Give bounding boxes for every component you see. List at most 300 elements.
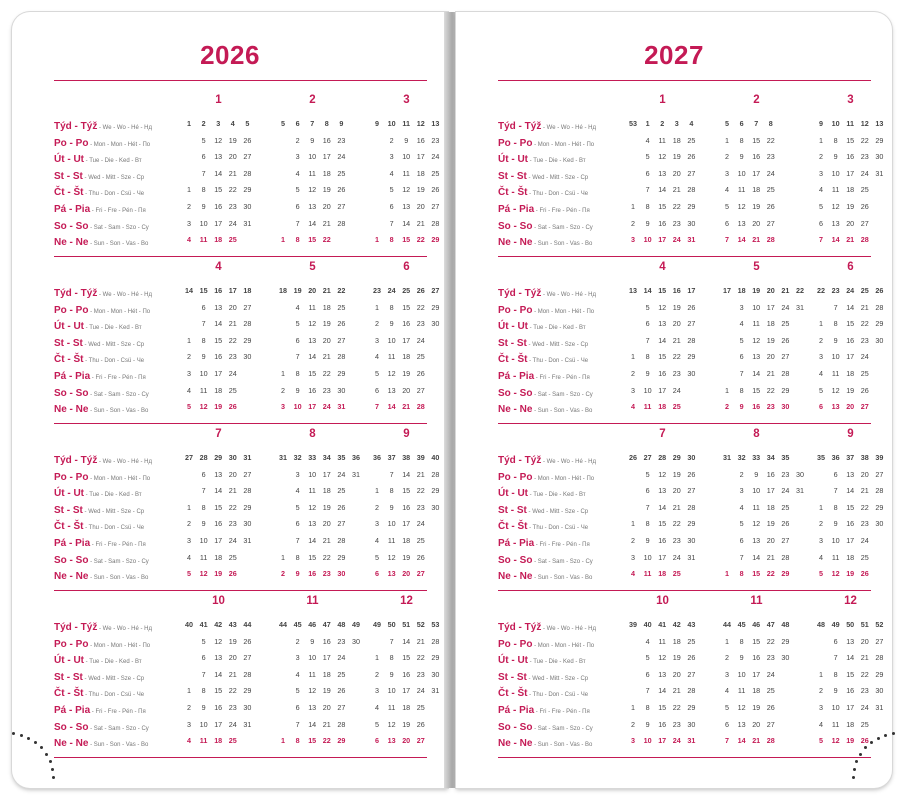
day-cell: 30: [337, 385, 346, 395]
day-cell: 18: [846, 552, 855, 562]
day-cell: 12: [831, 385, 840, 395]
day-cell: 27: [337, 335, 346, 345]
day-cell: 26: [243, 135, 252, 145]
day-cell: 16: [402, 669, 411, 679]
day-cell: 26: [629, 453, 637, 462]
weekday-label: [498, 700, 590, 718]
binding-dot: [49, 760, 52, 763]
day-cell: 14: [737, 235, 746, 245]
weekday-translations: - Fri - Fre - Pén - Пя: [534, 542, 590, 548]
month-number: 3: [403, 94, 410, 106]
day-cell: 2: [375, 502, 379, 512]
day-cell: 19: [846, 385, 855, 395]
day-cell: 27: [781, 352, 790, 362]
day-cell: 2: [739, 469, 744, 479]
day-cell: 25: [416, 352, 425, 362]
day-cell: 21: [228, 486, 237, 496]
day-cell: 17: [752, 669, 761, 679]
day-cell: 25: [687, 135, 696, 145]
day-cell: 28: [431, 636, 440, 646]
weekday-label: [498, 516, 588, 534]
day-cell: 34: [322, 453, 331, 462]
weekday-label: [54, 717, 149, 735]
day-cell: 11: [831, 552, 840, 562]
day-cell: 24: [672, 235, 681, 245]
day-cell: 26: [687, 653, 696, 663]
day-cell: 23: [860, 686, 869, 696]
day-cell: 29: [431, 302, 440, 312]
weekday-translations: - Tue - Die - Ked - Вт: [528, 158, 586, 165]
weekday-label: [54, 349, 144, 367]
weekday-translations: - Tue - Die - Ked - Вт: [84, 492, 142, 499]
day-cell: 17: [322, 152, 331, 162]
day-cell: 6: [725, 218, 729, 228]
day-cell: 3: [295, 152, 300, 162]
day-cell: 7: [295, 352, 300, 362]
day-cell: 53: [629, 119, 637, 128]
month-number: 5: [753, 261, 760, 273]
day-cell: 35: [781, 453, 790, 462]
day-cell: 18: [846, 185, 855, 195]
day-cell: 8: [295, 736, 300, 746]
day-cell: 25: [687, 636, 696, 646]
day-cell: 30: [687, 369, 696, 378]
weekday-short: St - St: [54, 170, 83, 182]
day-cell: 16: [658, 369, 667, 378]
binding-dots-right: [840, 732, 900, 792]
day-cell: 5: [739, 335, 744, 345]
day-cell: 5: [819, 202, 823, 211]
weekday-translations: - We - Wo - Hé - Нд: [541, 292, 596, 298]
weekday-label: [54, 533, 146, 551]
weekday-short: St - St: [54, 671, 83, 683]
day-cell: 10: [308, 469, 317, 479]
day-cell: 24: [416, 686, 425, 696]
day-cell: 1: [631, 352, 635, 362]
day-cell: 29: [672, 453, 681, 462]
day-cell: 20: [308, 286, 317, 295]
weekday-label: [54, 366, 146, 384]
weekday-translations: - Thu - Don - Csü - Че: [83, 525, 145, 532]
day-cell: 10: [308, 653, 317, 663]
day-cell: 6: [833, 636, 838, 646]
day-cell: 21: [766, 369, 775, 378]
day-cell: 31: [431, 686, 440, 696]
day-cell: 3: [295, 469, 300, 479]
weekday-translations: - Sat - Sam - Szo - Су: [88, 224, 149, 231]
weekday-label: [54, 700, 146, 718]
day-cell: 20: [322, 202, 331, 211]
day-cell: 3: [725, 669, 729, 679]
weekday-short: So - So: [54, 721, 89, 733]
day-cell: 8: [295, 235, 300, 245]
day-cell: 1: [819, 502, 823, 512]
day-cell: 15: [752, 636, 761, 646]
month-number: 1: [215, 94, 222, 106]
day-cell: 2: [725, 152, 729, 162]
quarter-block: [498, 595, 884, 755]
day-cell: 19: [228, 135, 237, 145]
day-cell: 12: [658, 469, 667, 479]
day-cell: 7: [201, 168, 206, 178]
day-cell: 15: [752, 135, 761, 145]
day-cell: 11: [402, 168, 410, 178]
day-cell: 18: [752, 185, 761, 195]
day-cell: 12: [860, 119, 869, 128]
day-cell: 25: [337, 486, 346, 496]
day-cell: 10: [831, 168, 840, 178]
day-cell: 30: [431, 502, 440, 512]
day-cell: 11: [752, 502, 760, 512]
day-cell: 3: [819, 703, 823, 712]
day-cell: 17: [846, 536, 855, 545]
day-cell: 8: [389, 486, 394, 496]
day-cell: 18: [402, 703, 411, 712]
day-cell: 31: [796, 302, 804, 312]
day-cell: 10: [293, 402, 302, 412]
day-cell: 29: [431, 486, 440, 496]
day-cell: 20: [402, 569, 411, 579]
day-cell: 49: [352, 620, 360, 629]
day-cell: 14: [214, 486, 223, 496]
day-cell: 14: [402, 636, 411, 646]
day-cell: 2: [187, 519, 191, 529]
day-cell: 10: [752, 302, 761, 312]
day-cell: 18: [766, 502, 775, 512]
quarter-rule: [498, 590, 871, 591]
day-cell: 15: [214, 686, 223, 696]
day-cell: 20: [766, 352, 775, 362]
day-cell: 8: [389, 302, 394, 312]
day-cell: 10: [643, 552, 652, 562]
day-cell: 19: [402, 369, 411, 378]
weekday-short: So - So: [54, 554, 89, 566]
day-cell: 30: [352, 636, 360, 646]
day-cell: 26: [243, 636, 252, 646]
day-cell: 28: [416, 402, 425, 412]
day-cell: 13: [831, 402, 840, 412]
day-cell: 22: [672, 352, 681, 362]
month-number: 7: [659, 428, 666, 440]
day-cell: 7: [754, 119, 759, 128]
day-cell: 28: [337, 218, 346, 228]
day-cell: 39: [875, 453, 884, 462]
day-cell: 26: [781, 335, 790, 345]
day-cell: 29: [781, 569, 790, 579]
day-cell: 40: [431, 453, 440, 462]
weekday-short: Čt - Št: [54, 187, 84, 199]
day-cell: 1: [187, 335, 191, 345]
day-cell: 5: [819, 569, 823, 579]
day-cell: 21: [416, 636, 425, 646]
day-cell: 21: [860, 486, 869, 496]
day-cell: 7: [833, 653, 838, 663]
day-cell: 2: [187, 703, 191, 712]
year-rule: [498, 80, 871, 81]
weekday-label: [498, 550, 593, 568]
day-cell: 7: [375, 402, 379, 412]
weekday-translations: - Thu - Don - Csü - Че: [527, 692, 589, 699]
day-cell: 20: [228, 152, 237, 162]
day-cell: 17: [416, 152, 425, 162]
day-cell: 21: [781, 286, 790, 295]
day-cell: 12: [737, 202, 746, 211]
day-cell: 14: [846, 302, 855, 312]
day-cell: 17: [658, 552, 667, 562]
day-cell: 22: [766, 569, 775, 579]
day-cell: 21: [752, 736, 761, 746]
weekday-translations: - Mon - Mon - Hét - По: [532, 308, 595, 315]
day-cell: 1: [725, 135, 729, 145]
day-cell: 2: [819, 335, 823, 345]
day-cell: 18: [846, 719, 855, 729]
day-cell: 4: [187, 736, 191, 746]
day-cell: 8: [833, 669, 838, 679]
day-cell: 7: [201, 319, 206, 329]
weekday-short: Ne - Ne: [54, 237, 89, 249]
day-cell: 28: [875, 486, 884, 496]
day-cell: 15: [402, 653, 411, 663]
weekday-short: Po - Po: [498, 137, 533, 149]
weekday-translations: - Wed - Mitt - Sze - Ср: [82, 675, 145, 682]
day-cell: 7: [201, 486, 206, 496]
day-cell: 11: [199, 736, 208, 746]
day-cell: 14: [752, 369, 761, 378]
day-cell: 26: [337, 319, 346, 329]
day-cell: 16: [846, 686, 855, 696]
day-cell: 14: [308, 352, 317, 362]
day-cell: 23: [228, 202, 237, 211]
day-cell: 6: [375, 569, 379, 579]
day-cell: 22: [416, 302, 425, 312]
weekday-short: Ne - Ne: [54, 738, 89, 750]
day-cell: 27: [337, 519, 346, 529]
day-cell: 3: [389, 152, 394, 162]
day-cell: 44: [279, 620, 287, 629]
day-cell: 30: [796, 469, 804, 479]
weekday-short: Čt - Št: [498, 688, 528, 700]
day-cell: 3: [375, 686, 379, 696]
year-rule: [54, 80, 427, 81]
day-cell: 24: [781, 486, 790, 496]
weekday-label: [498, 399, 592, 417]
day-cell: 23: [416, 319, 425, 329]
day-cell: 29: [431, 235, 440, 245]
weekday-label: [498, 182, 588, 200]
weekday-label: [54, 166, 144, 184]
day-cell: 22: [817, 286, 825, 295]
day-cell: 24: [860, 168, 869, 178]
month-number: 4: [659, 261, 666, 273]
weekday-label: [498, 283, 596, 301]
day-cell: 31: [243, 719, 252, 729]
weekday-translations: - Thu - Don - Csü - Че: [83, 358, 145, 365]
day-cell: 12: [199, 402, 208, 412]
day-cell: 20: [752, 218, 761, 228]
day-cell: 12: [752, 335, 761, 345]
day-cell: 13: [387, 385, 396, 395]
day-cell: 9: [645, 369, 650, 378]
weekday-translations: - Sun - Son - Vas - Во: [88, 742, 149, 749]
day-cell: 8: [295, 369, 300, 378]
day-cell: 24: [846, 286, 855, 295]
day-cell: 26: [337, 502, 346, 512]
day-cell: 17: [658, 385, 667, 395]
day-cell: 40: [185, 620, 193, 629]
weekday-short: Týd - Týž: [54, 455, 98, 466]
day-cell: 11: [308, 168, 316, 178]
month-number: 7: [215, 428, 222, 440]
day-cell: 7: [739, 552, 744, 562]
day-cell: 6: [295, 519, 300, 529]
day-cell: 27: [337, 703, 346, 712]
day-cell: 28: [337, 352, 346, 362]
day-cell: 31: [243, 453, 252, 462]
day-cell: 10: [831, 119, 840, 128]
weekday-short: Pá - Pia: [54, 538, 91, 549]
day-cell: 26: [781, 519, 790, 529]
day-cell: 5: [819, 385, 823, 395]
weekday-label: [54, 450, 152, 468]
day-cell: 25: [860, 185, 869, 195]
weekday-short: St - St: [54, 504, 83, 516]
day-cell: 7: [645, 185, 650, 195]
day-cell: 31: [352, 469, 360, 479]
day-cell: 19: [322, 185, 331, 195]
day-cell: 26: [860, 736, 869, 746]
day-cell: 3: [187, 719, 191, 729]
day-cell: 24: [322, 402, 331, 412]
day-cell: 21: [672, 502, 681, 512]
day-cell: 35: [817, 453, 825, 462]
weekday-label: [54, 116, 152, 134]
day-cell: 21: [672, 686, 681, 696]
day-cell: 23: [373, 286, 381, 295]
day-cell: 11: [308, 669, 316, 679]
day-cell: 4: [375, 536, 379, 545]
weekday-short: So - So: [498, 220, 533, 232]
day-cell: 27: [431, 286, 440, 295]
day-cell: 13: [658, 319, 667, 329]
day-cell: 29: [337, 369, 346, 378]
day-cell: 23: [322, 385, 331, 395]
day-cell: 20: [322, 519, 331, 529]
quarter-block: [54, 261, 440, 421]
day-cell: 17: [846, 352, 855, 362]
month-number: 12: [400, 595, 413, 607]
day-cell: 29: [875, 669, 884, 679]
day-cell: 27: [875, 469, 884, 479]
day-cell: 3: [281, 402, 285, 412]
day-cell: 27: [416, 569, 425, 579]
day-cell: 19: [846, 736, 855, 746]
day-cell: 2: [819, 152, 823, 162]
day-cell: 23: [228, 519, 237, 529]
weekday-short: Čt - Št: [54, 688, 84, 700]
day-cell: 25: [337, 302, 346, 312]
day-cell: 29: [431, 653, 440, 663]
day-cell: 20: [672, 669, 681, 679]
weekday-short: Ne - Ne: [498, 404, 533, 416]
day-cell: 8: [645, 519, 650, 529]
day-cell: 17: [658, 235, 667, 245]
weekday-translations: - We - Wo - Hé - Нд: [541, 626, 596, 632]
day-cell: 4: [230, 119, 235, 128]
day-cell: 19: [228, 636, 237, 646]
day-cell: 13: [658, 486, 667, 496]
weekday-label: [498, 166, 588, 184]
day-cell: 13: [846, 636, 855, 646]
weekday-label: [54, 383, 149, 401]
day-cell: 29: [337, 736, 346, 746]
day-cell: 4: [645, 636, 650, 646]
day-cell: 47: [322, 620, 331, 629]
day-cell: 15: [752, 569, 761, 579]
month-number: 5: [309, 261, 316, 273]
day-cell: 22: [796, 286, 804, 295]
day-cell: 16: [402, 502, 411, 512]
day-cell: 4: [631, 569, 635, 579]
day-cell: 24: [860, 352, 869, 362]
day-cell: 16: [752, 653, 761, 663]
day-cell: 8: [739, 135, 744, 145]
weekday-label: [498, 566, 592, 584]
day-cell: 18: [243, 286, 252, 295]
day-cell: 4: [739, 319, 744, 329]
weekday-short: Týd - Týž: [498, 121, 542, 132]
day-cell: 11: [387, 536, 396, 545]
day-cell: 4: [375, 703, 379, 712]
day-cell: 11: [658, 135, 666, 145]
weekday-label: [54, 550, 149, 568]
day-cell: 6: [375, 736, 379, 746]
day-cell: 4: [739, 502, 744, 512]
day-cell: 19: [214, 402, 223, 412]
day-cell: 13: [308, 703, 317, 712]
day-cell: 31: [723, 453, 731, 462]
day-cell: 6: [295, 703, 300, 712]
day-cell: 12: [214, 135, 223, 145]
binding-dots-left: [8, 732, 68, 792]
day-cell: 27: [243, 302, 252, 312]
day-cell: 17: [228, 286, 237, 295]
day-cell: 5: [295, 185, 300, 195]
day-cell: 30: [687, 536, 696, 545]
day-cell: 16: [672, 286, 681, 295]
day-cell: 27: [337, 202, 346, 211]
day-cell: 7: [739, 369, 744, 378]
day-cell: 3: [187, 369, 191, 378]
day-cell: 5: [725, 202, 729, 211]
day-cell: 22: [322, 736, 331, 746]
day-cell: 24: [416, 335, 425, 345]
day-cell: 10: [643, 385, 652, 395]
day-cell: 28: [687, 686, 696, 696]
quarter-block: [54, 428, 440, 588]
day-cell: 1: [819, 319, 823, 329]
day-cell: 16: [658, 536, 667, 545]
day-cell: 17: [723, 286, 731, 295]
day-cell: 19: [752, 286, 761, 295]
day-cell: 19: [293, 286, 302, 295]
day-cell: 29: [337, 552, 346, 562]
day-cell: 22: [416, 486, 425, 496]
month-number: 1: [659, 94, 666, 106]
day-cell: 29: [243, 502, 252, 512]
day-cell: 1: [187, 686, 191, 696]
day-cell: 32: [293, 453, 302, 462]
day-cell: 2: [819, 686, 823, 696]
